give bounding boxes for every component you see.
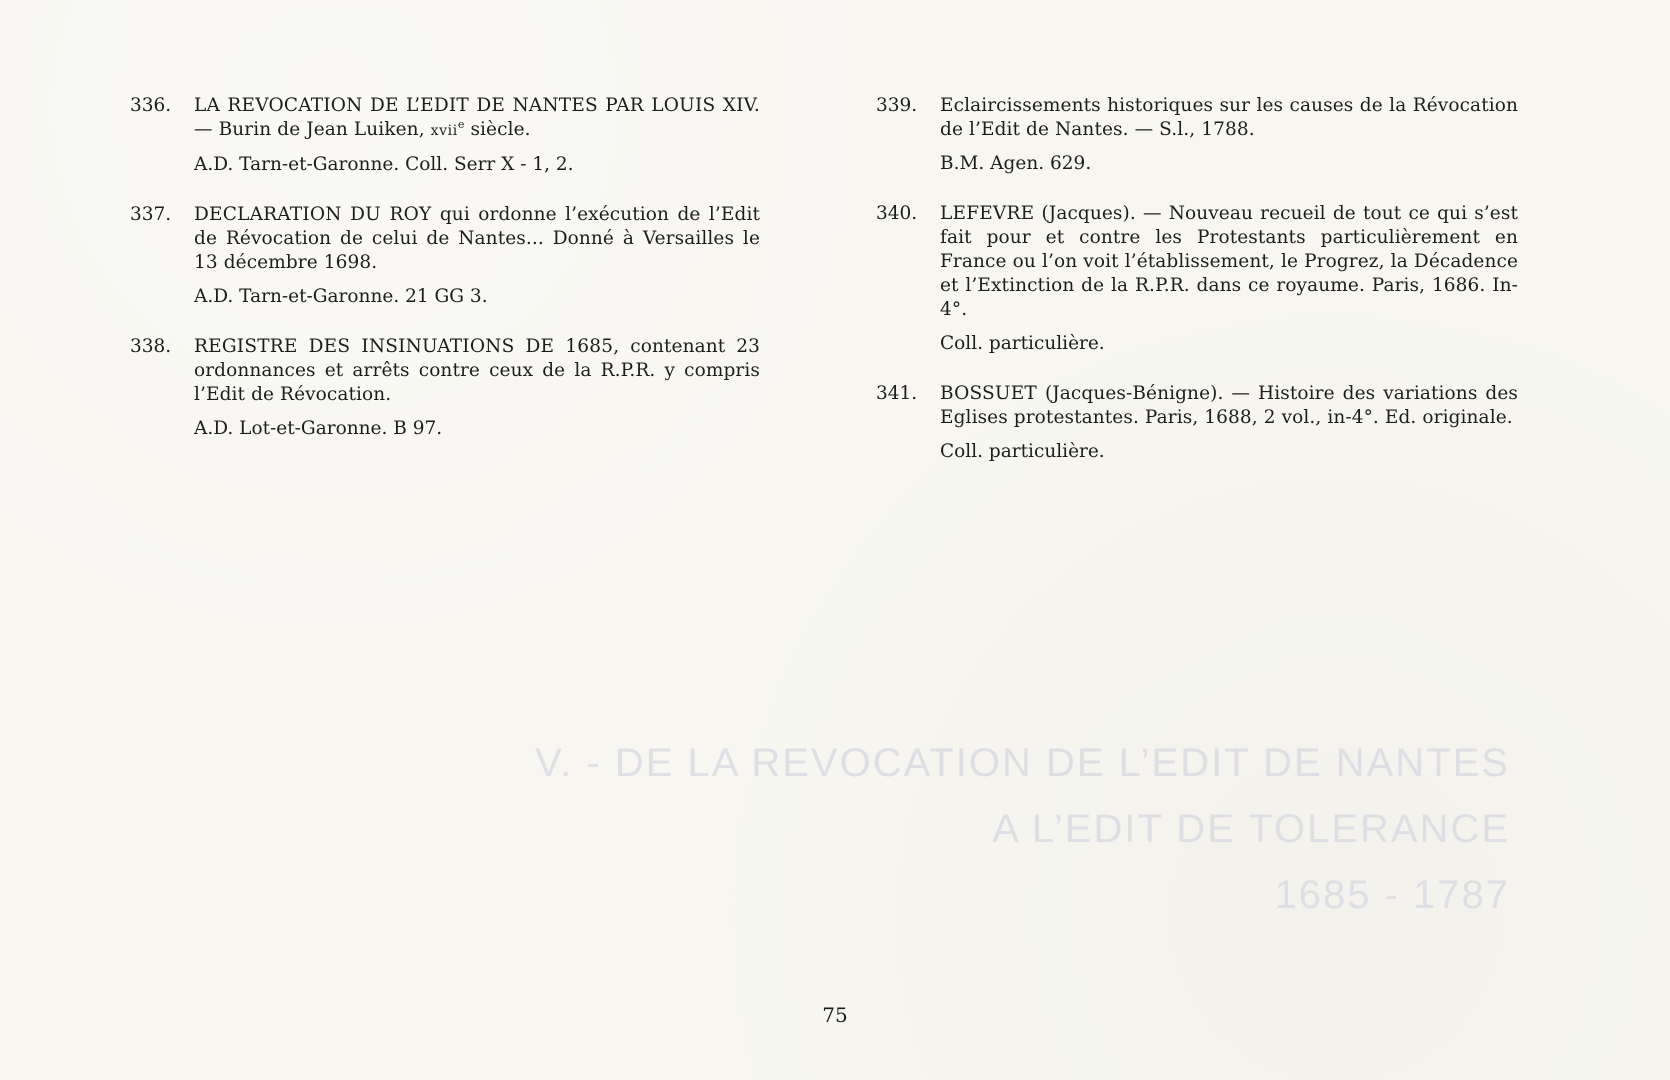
entry-title: REGISTRE DES INSINUATIONS DE 1685, xyxy=(194,336,620,357)
catalog-entry-339 xyxy=(876,94,1518,176)
entry-source: Coll. particulière. xyxy=(940,441,1105,462)
entry-title: DECLARATION DU ROY xyxy=(194,204,432,225)
entry-number: 339. xyxy=(876,95,918,116)
entry-source: A.D. Lot-et-Garonne. B 97. xyxy=(194,418,443,439)
century-superscript: e xyxy=(457,117,465,131)
show-through-line-1: V. - DE LA REVOCATION DE L’EDIT DE NANTES xyxy=(535,741,1510,785)
entry-details: (Jacques-Bénigne). — Histoire des variations des Eglises protestantes. Paris, 1688, 2 vol., in-4°. Ed. originale. xyxy=(940,383,1518,428)
show-through-line-2: A L’EDIT DE TOLERANCE xyxy=(992,807,1510,851)
entry-title: LEFEVRE xyxy=(940,203,1035,224)
entry-description: Eclaircissements historiques sur les causes de la Révocation de l’Edit de Nantes. — S.l., 1788. xyxy=(940,95,1518,140)
catalog-entry-336 xyxy=(130,94,760,177)
catalog-entry-341 xyxy=(876,382,1518,464)
entry-number: 337. xyxy=(130,204,172,225)
page-number: 75 xyxy=(822,1003,848,1027)
entry-number: 340. xyxy=(876,203,918,224)
entry-title: LA REVOCATION DE L’EDIT DE NANTES PAR LOUIS XIV. xyxy=(194,95,760,116)
entry-source: Coll. particulière. xyxy=(940,333,1105,354)
entry-details: — Burin de Jean Luiken, xyxy=(194,119,431,140)
entry-number: 336. xyxy=(130,95,172,116)
right-column xyxy=(876,94,1518,490)
entry-description xyxy=(194,335,760,407)
century-numeral: xvii xyxy=(430,123,458,139)
entry-description xyxy=(194,203,760,275)
show-through-line-3: 1685 - 1787 xyxy=(1274,873,1510,917)
entry-title: BOSSUET xyxy=(940,383,1037,404)
entry-source: A.D. Tarn-et-Garonne. Coll. Serr X - 1, 2. xyxy=(194,154,574,175)
entry-description xyxy=(194,94,760,143)
entry-source: A.D. Tarn-et-Garonne. 21 GG 3. xyxy=(194,286,488,307)
entry-details: contenant 23 ordonnances et arrêts contre ceux de la R.P.R. y compris l’Edit de Révocation. xyxy=(194,336,760,405)
entry-source: B.M. Agen. 629. xyxy=(940,153,1092,174)
left-column xyxy=(130,94,760,467)
entry-details: (Jacques). — Nouveau recueil de tout ce qui s’est fait pour et contre les Protestants particulièrement en France ou l’on voit l’établissement, le Progrez, la Décadence et l’Extinction de la R.P.R. dans ce royaume. Paris, 1686. In-4°. xyxy=(940,203,1518,320)
entry-description xyxy=(940,202,1518,322)
entry-number: 341. xyxy=(876,383,918,404)
catalog-entry-337 xyxy=(130,203,760,309)
entry-number: 338. xyxy=(130,336,172,357)
show-through-heading xyxy=(535,730,1510,928)
catalog-entry-340 xyxy=(876,202,1518,356)
entry-description xyxy=(940,382,1518,430)
catalog-entry-338 xyxy=(130,335,760,441)
entry-details: qui ordonne l’exécution de l’Edit de Révocation de celui de Nantes... Donné à Versailles le 13 décembre 1698. xyxy=(194,204,760,273)
entry-details-end: siècle. xyxy=(464,119,531,140)
